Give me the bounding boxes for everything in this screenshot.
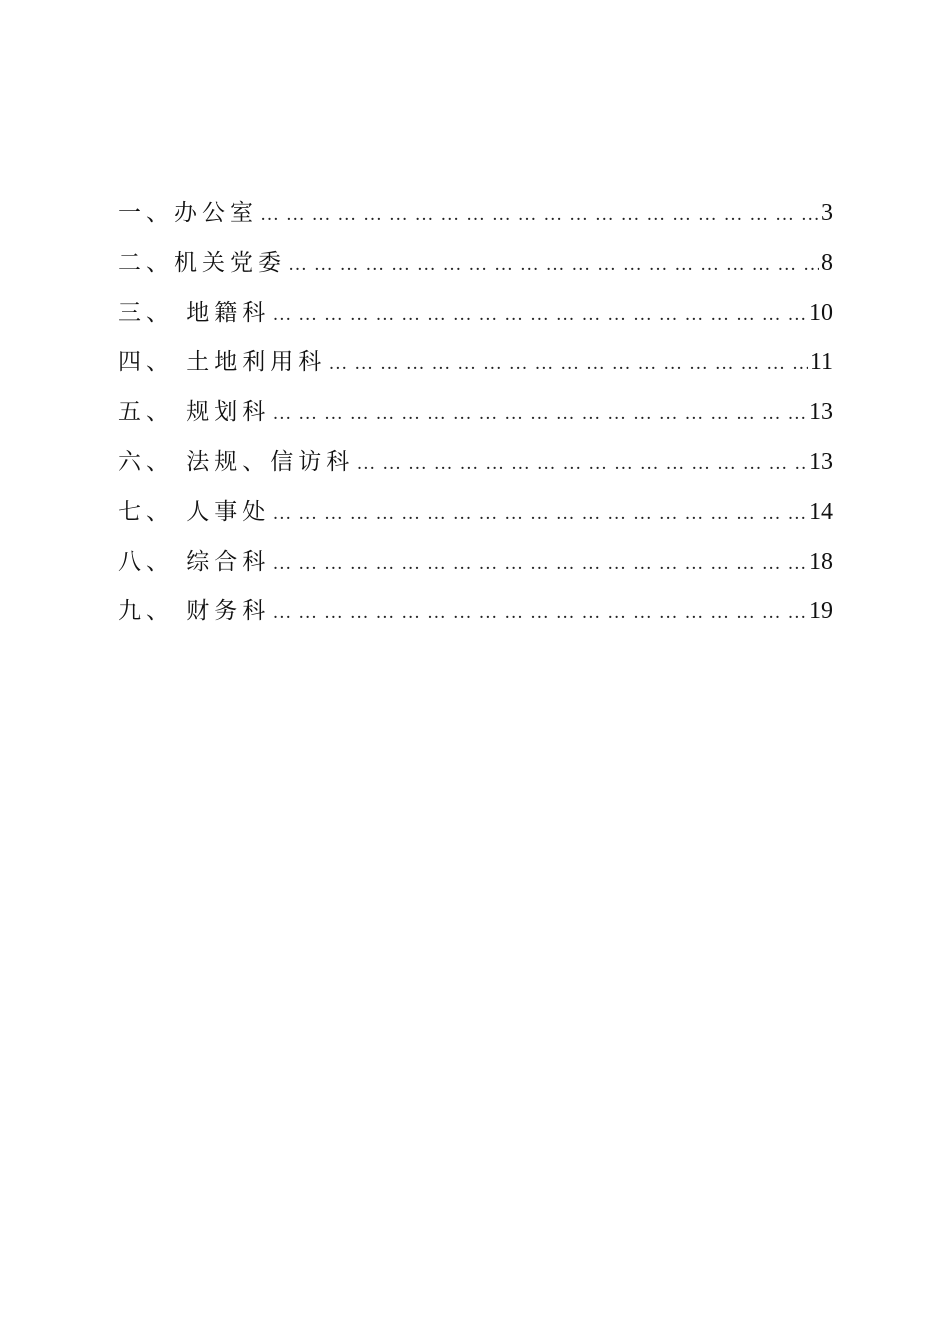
toc-entry-title: 九、 财务科 bbox=[118, 598, 271, 625]
toc-dot-leader bbox=[328, 353, 808, 375]
toc-entry-title: 七、 人事处 bbox=[118, 498, 271, 525]
toc-dot-leader bbox=[272, 503, 807, 525]
toc-entry-page-number: 14 bbox=[809, 498, 833, 525]
toc-entry[interactable] bbox=[118, 443, 833, 493]
toc-entry-page-number: 13 bbox=[809, 399, 833, 426]
toc-entry[interactable] bbox=[118, 493, 833, 543]
table-of-contents bbox=[118, 194, 833, 642]
toc-entry-title: 三、 地籍科 bbox=[118, 299, 271, 326]
toc-entry-page-number: 18 bbox=[809, 548, 833, 575]
toc-dot-leader bbox=[272, 304, 807, 326]
toc-entry[interactable] bbox=[118, 343, 833, 393]
toc-entry-title: 四、 土地利用科 bbox=[118, 349, 327, 376]
toc-entry[interactable] bbox=[118, 393, 833, 443]
toc-entry-page-number: 8 bbox=[821, 249, 833, 276]
toc-dot-leader bbox=[356, 453, 807, 475]
toc-entry[interactable] bbox=[118, 244, 833, 294]
toc-dot-leader bbox=[260, 204, 819, 226]
toc-entry-title: 六、 法规、信访科 bbox=[118, 448, 355, 475]
toc-entry[interactable] bbox=[118, 543, 833, 593]
toc-entry[interactable] bbox=[118, 294, 833, 344]
toc-entry-title: 五、 规划科 bbox=[118, 399, 271, 426]
toc-entry-title: 二、机关党委 bbox=[118, 249, 286, 276]
toc-entry-page-number: 13 bbox=[809, 448, 833, 475]
toc-entry-page-number: 19 bbox=[809, 598, 833, 625]
toc-entry-page-number: 3 bbox=[821, 200, 833, 226]
toc-dot-leader bbox=[288, 254, 819, 276]
toc-dot-leader bbox=[272, 553, 807, 575]
toc-entry-page-number: 10 bbox=[809, 299, 833, 326]
toc-entry[interactable] bbox=[118, 592, 833, 642]
toc-entry-title: 八、 综合科 bbox=[118, 548, 271, 575]
toc-entry-title: 一、办公室 bbox=[118, 200, 258, 226]
toc-entry-page-number: 11 bbox=[809, 349, 833, 376]
toc-dot-leader bbox=[272, 602, 807, 624]
toc-dot-leader bbox=[272, 403, 807, 425]
toc-entry[interactable] bbox=[118, 194, 833, 244]
